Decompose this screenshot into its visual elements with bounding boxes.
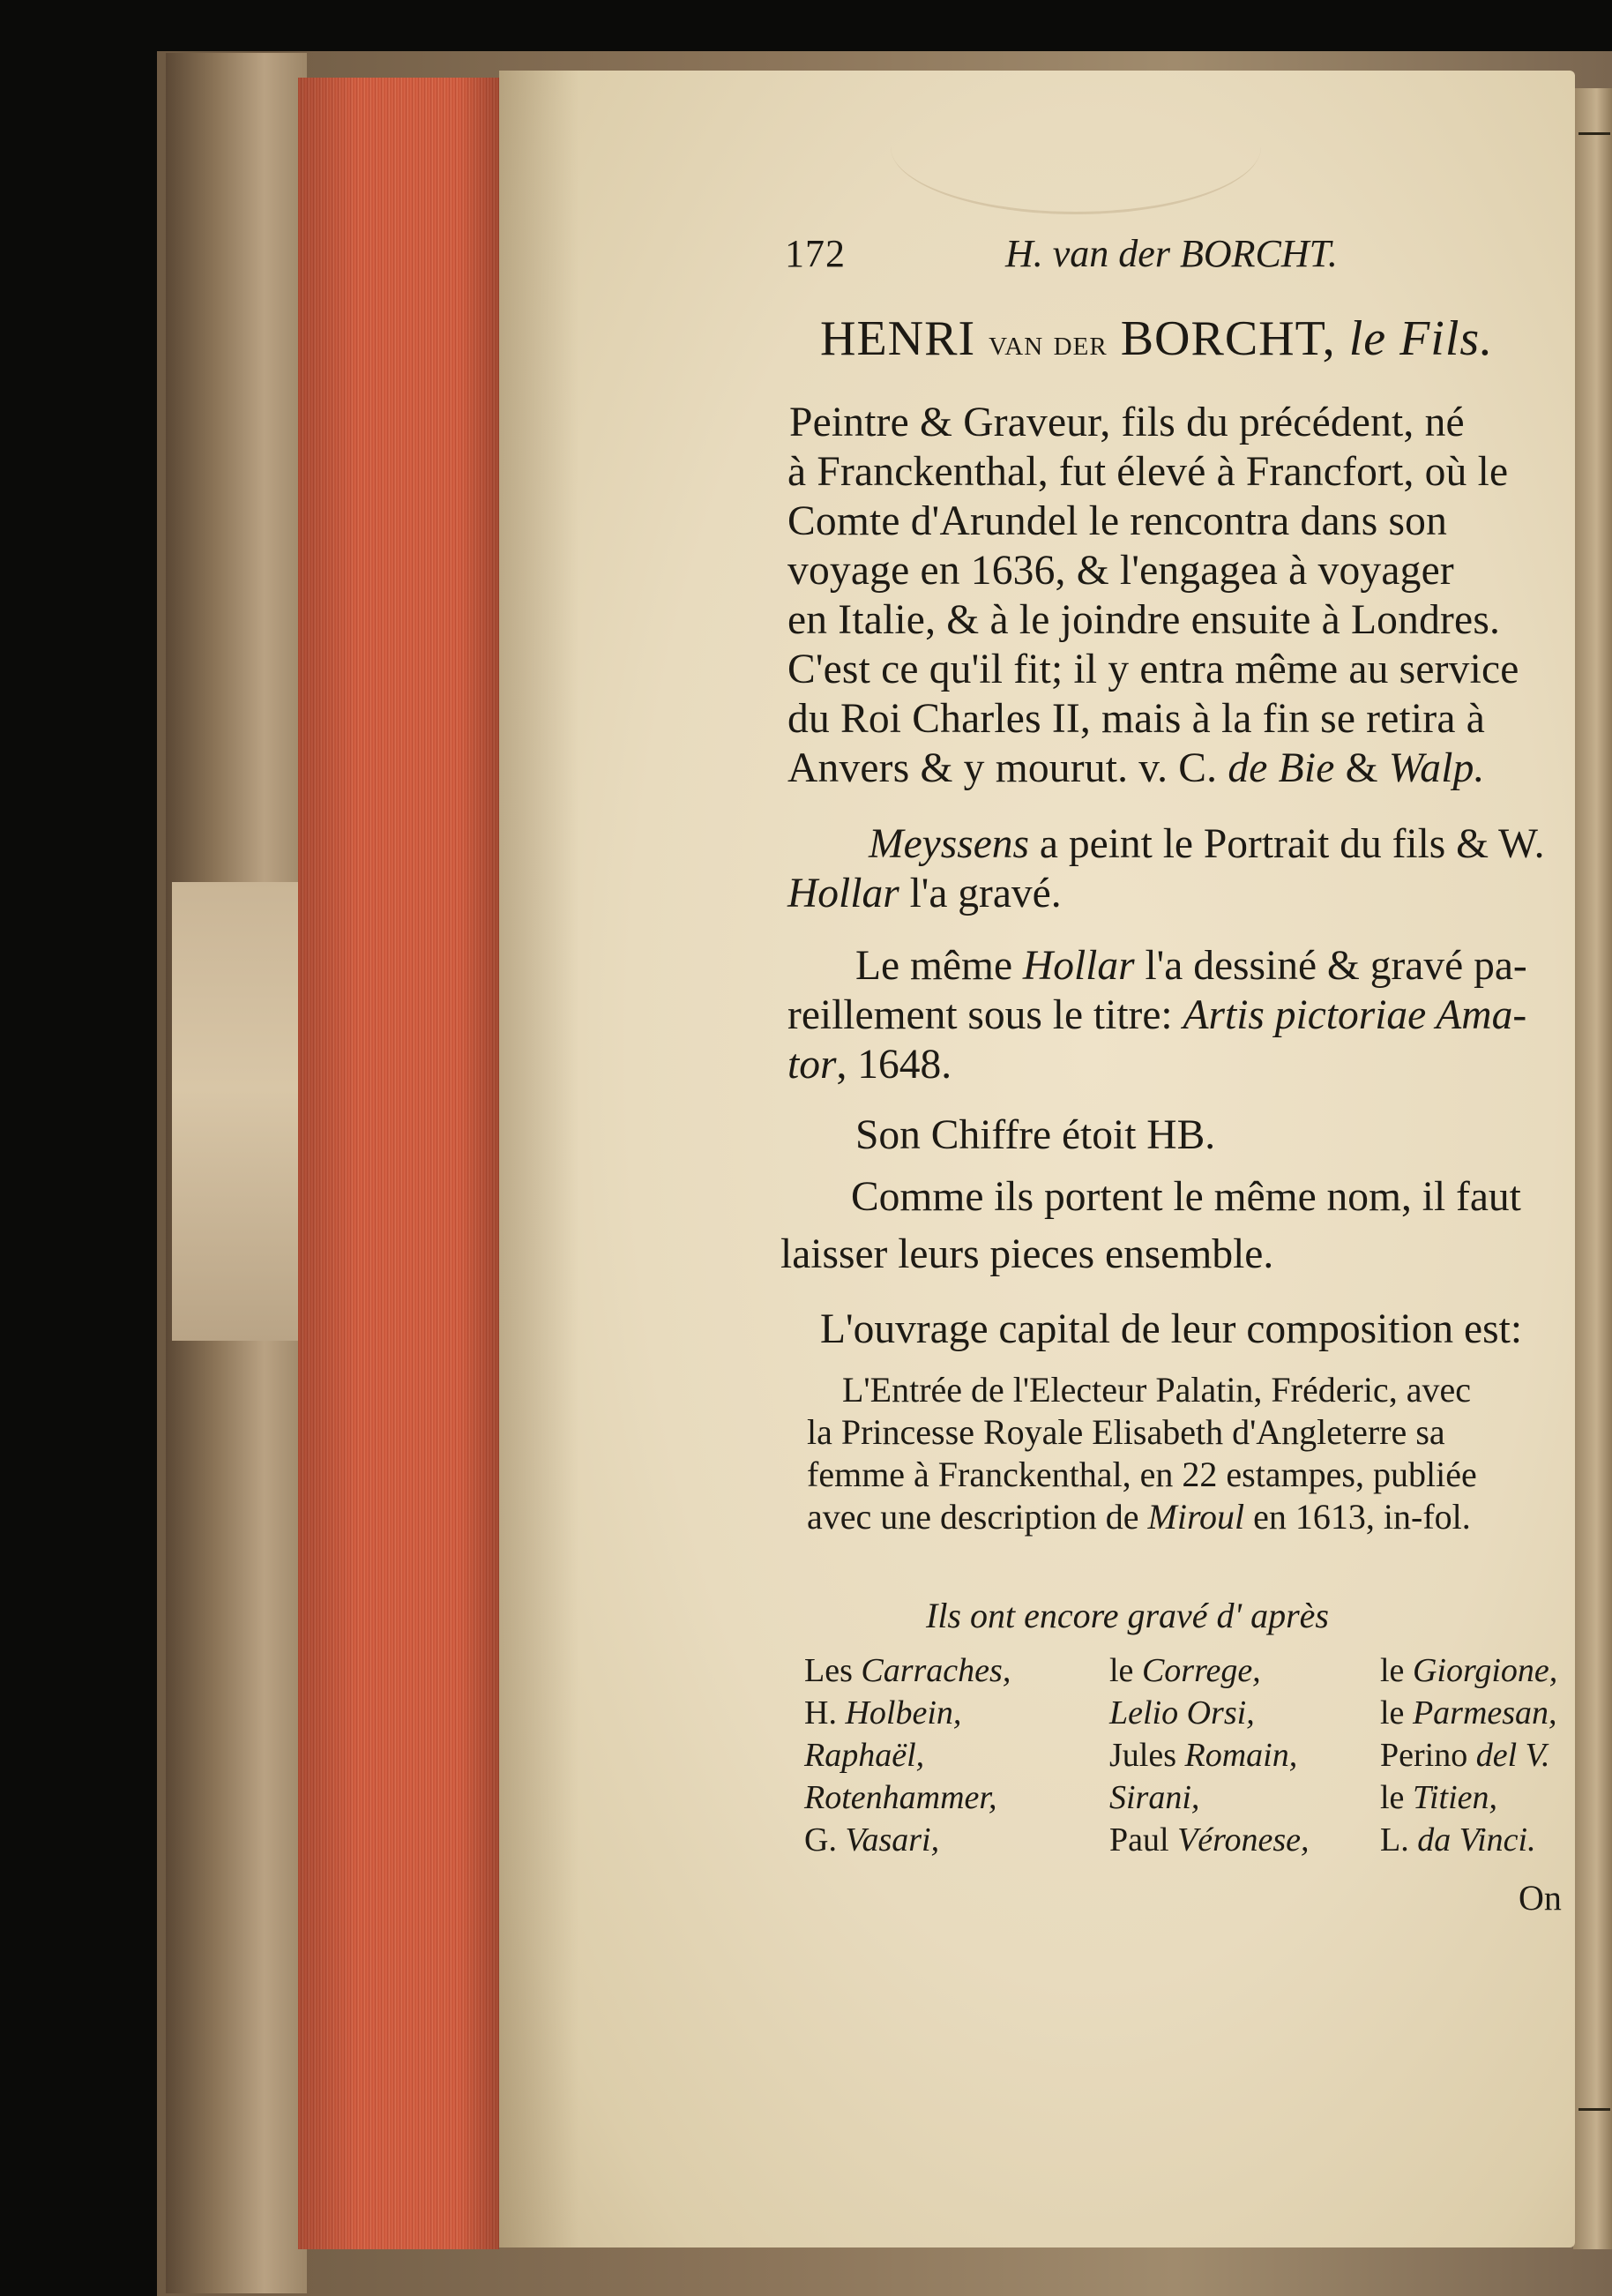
text-line: C'est ce qu'il fit; il y entra même au service xyxy=(787,647,1519,692)
catchword: On xyxy=(1519,1878,1562,1918)
text-line: femme à Franckenthal, en 22 estampes, publiée xyxy=(807,1455,1477,1494)
artist-name: Paul Véronese, xyxy=(1109,1821,1310,1858)
text-line: laisser leurs pieces ensemble. xyxy=(780,1231,1274,1277)
artist-name: Rotenhammer, xyxy=(804,1779,997,1816)
text-line: avec une description de Miroul en 1613, in-fol. xyxy=(807,1497,1471,1537)
artist-name: Jules Romain, xyxy=(1109,1737,1298,1774)
text-line: Comte d'Arundel le rencontra dans son xyxy=(787,498,1448,544)
artist-name: Raphaël, xyxy=(804,1737,925,1774)
paragraph-monogram: Son Chiffre étoit HB. xyxy=(855,1112,1216,1158)
text-line: reillement sous le titre: Artis pictoriae Ama- xyxy=(787,992,1527,1038)
text-line: Hollar l'a gravé. xyxy=(787,871,1062,916)
text-line: à Franckenthal, fut élevé à Francfort, où le xyxy=(787,449,1509,495)
artist-name: le Giorgione, xyxy=(1380,1652,1558,1689)
book-page xyxy=(499,71,1575,2247)
running-title: H. van der BORCHT. xyxy=(1005,232,1338,275)
text-line: Le même Hollar l'a dessiné & gravé pa- xyxy=(855,943,1527,989)
text-line: Meyssens a peint le Portrait du fils & W. xyxy=(869,821,1545,867)
artist-name: G. Vasari, xyxy=(804,1821,940,1858)
heading-surname: BORCHT, xyxy=(1120,311,1336,366)
artist-name: le Parmesan, xyxy=(1380,1694,1557,1731)
text-line: tor, 1648. xyxy=(787,1042,952,1088)
text-line: Anvers & y mourut. v. C. de Bie & Walp. xyxy=(787,745,1485,791)
spine-label-patch xyxy=(172,882,304,1341)
artist-name: le Titien, xyxy=(1380,1779,1498,1816)
page-number: 172 xyxy=(785,232,846,275)
text-line: Comme ils portent le même nom, il faut xyxy=(851,1174,1521,1220)
artist-name: Les Carraches, xyxy=(804,1652,1011,1689)
artist-name: le Correge, xyxy=(1109,1652,1261,1689)
page-marker xyxy=(1578,132,1610,135)
paragraph-capital-work: L'ouvrage capital de leur composition est: xyxy=(820,1306,1523,1352)
adjacent-page-edge xyxy=(1573,88,1612,2249)
heading-van-der: van der xyxy=(989,323,1108,363)
artist-name: H. Holbein, xyxy=(804,1694,962,1731)
artist-name: Sirani, xyxy=(1109,1779,1200,1816)
text-line: la Princesse Royale Elisabeth d'Angleterre sa xyxy=(807,1412,1445,1452)
artist-name: Lelio Orsi, xyxy=(1109,1694,1255,1731)
artist-name: L. da Vinci. xyxy=(1380,1821,1536,1858)
text-line: L'Entrée de l'Electeur Palatin, Fréderic, avec xyxy=(842,1370,1471,1410)
artist-name: Perino del V. xyxy=(1380,1737,1550,1774)
entry-heading xyxy=(820,310,1493,367)
heading-suffix: le Fils. xyxy=(1348,311,1494,366)
artist-list-title: Ils ont encore gravé d' après xyxy=(926,1596,1329,1635)
text-line: voyage en 1636, & l'engagea à voyager xyxy=(787,548,1454,594)
text-line: du Roi Charles II, mais à la fin se retira à xyxy=(787,696,1485,742)
text-line: en Italie, & à le joindre ensuite à Londres. xyxy=(787,597,1501,643)
heading-name: HENRI xyxy=(820,311,976,366)
page-edge-shadow xyxy=(298,78,499,2249)
page-marker xyxy=(1578,2108,1610,2111)
text-line: Peintre & Graveur, fils du précédent, né xyxy=(789,400,1465,445)
water-stain xyxy=(891,79,1261,214)
gutter-shadow xyxy=(499,71,578,2247)
